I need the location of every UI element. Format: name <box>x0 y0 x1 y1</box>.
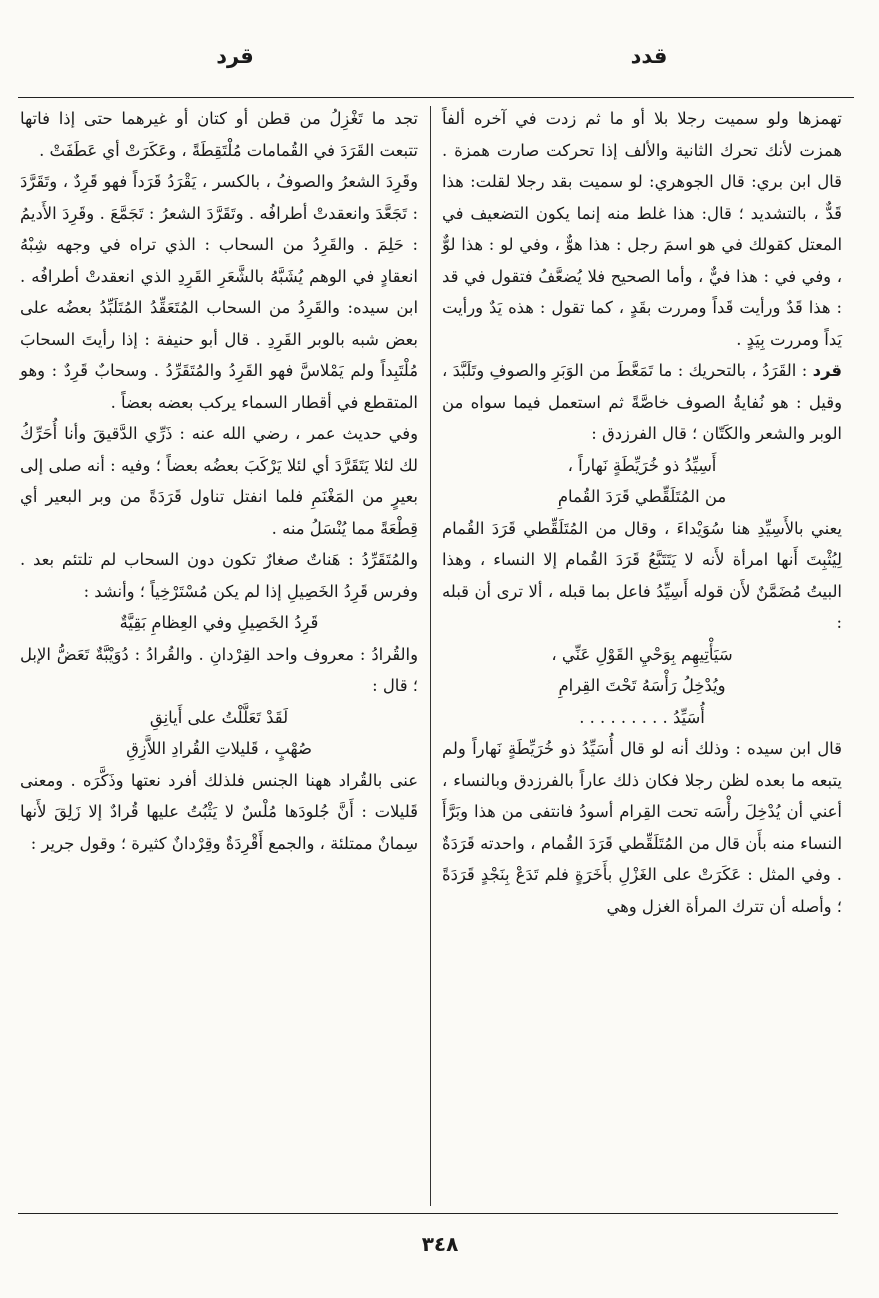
header-root-word-left: قرد <box>216 44 254 68</box>
verse-line: أَسِيِّدُ ذو خُرَيِّطَةٍ نَهاراً ، <box>567 455 717 475</box>
entry-paragraph <box>442 355 842 450</box>
left-column <box>20 103 418 859</box>
paragraph: وفي حديث عمر ، رضي الله عنه : ذَرِّي الدَّقيقَ وأنا أُحَرِّكُ لك لئلا يَتَقَرَّدَ أي لئلا يَرْكَبَ بعضُه بعضاً ؛ وفيه : أنه صلى إلى بعيرٍ من المَغْنَمِ فلما انفتل تناول قَرَدَةً من وبر البعير أي قِطْعَةً مما يُنْسَلُ منه . <box>20 424 418 538</box>
paragraph: والمُتَقَرِّدُ : هَناتٌ صغارٌ تكون دون السحاب لم تلتئم بعد . وفرس قَرِدُ الخَصِيلِ إذا لم يكن مُسْتَرْخِياً ؛ وأنشد : <box>20 550 418 601</box>
paragraph: قال ابن سيده : وذلك أنه لو قال أُسَيِّدُ ذو خُرَيِّطَةٍ نَهاراً ولم يتبعه ما بعده لظن رجلا فكان ذلك عاراً بالفرزدق وبالنساء ، أعني أن يُدْخِلَ رأْسَه تحت القِرام أسودُ فانتفى من هذا وبَرَّأَ النساء منه بأَن قال من المُتَلَقِّطي قَرَدَ القُمام ، واحدته قَرَدَةٌ . وفي المثل : عَكَرَتْ على الغَزْلِ بأَخَرَةٍ فلم تَدَعْ بِنَجْدٍ قَرَدَةً ؛ وأصله أن تترك المرأة الغزل وهي <box>442 739 842 916</box>
verse-line: من المُتَلَقِّطي قَرَدَ القُمامِ <box>557 487 727 506</box>
paragraph: تهمزها ولو سميت رجلا بلا أو ما ثم زدت في آخره ألفاً همزت لأنك تحرك الثانية والألف إذا تحركت صارت همزة . قال ابن بري: قال الجوهري: لو سميت بقد رجلا لقلت: هذا قَدٌّ ، بالتشديد ؛ قال: هذا غلط منه إنما يكون التضعيف في المعتل كقولك في هو اسمَ رجل : هذا هوٌّ ، وفي لو : هذا لوٌّ ، وفي في : هذا فيٌّ ، وأما الصحيح فلا يُضعَّفُ فتقول في قد : هذا قَدٌ ورأيت قَداً ومررت بقَدٍ ، كما تقول : هذه يَدٌ ورأيت يَداً ومررت بِيَدٍ . <box>442 109 842 349</box>
bottom-rule <box>18 1213 838 1214</box>
verse-line: ويُدْخِلُ رَأْسَهُ تَحْتَ القِرامِ <box>558 676 726 695</box>
paragraph: تجد ما تَغْزِلُ من قطن أو كتان أو غيرهما حتى إذا فاتها تتبعت القَرَدَ في القُمامات مُلْتَقِطَةً ، وعَكَرَتْ أي عَطَفَتْ . <box>20 109 418 160</box>
paragraph: عنى بالقُراد ههنا الجنس فلذلك أفرد نعتها وذَكَّرَه . ومعنى قَليلات : أَنَّ جُلودَها مُلْسٌ لا يَثْبُتُ عليها قُرادٌ إلا زَلِقَ لأَنها سِمانٌ ممتلئة ، والجمع أَقْرِدَةٌ وقِرْدانٌ كثيرة ؛ وقول جرير : <box>20 770 418 853</box>
paragraph: والقُرادُ : معروف واحد القِرْدانِ . والقُرادُ : دُوَيْبَّةٌ تَعَضُّ الإبل ؛ قال : <box>20 644 418 695</box>
verse-line: صُهْبٍ ، قَليلاتِ القُرادِ اللاَّزِقِ <box>126 739 312 758</box>
verse-line: لَقَدْ تَعَلَّلْتُ على أَيانِقِ <box>149 707 289 727</box>
verse-line: قَرِدُ الخَصِيلِ وفي العِظامِ بَقِيَّةٌ <box>119 613 319 632</box>
entry-text: : القَرَدُ ، بالتحريك : ما تَمَعَّطَ من الوَبَرِ والصوفِ وتَلَبَّدَ ، وقيل : هو نُفايةُ الصوف خاصَّةً ثم استعمل فيما سواه من الوبر والشعر والكَتّان ؛ قال الفرزدق : <box>442 361 842 443</box>
verse-line: أُسَيِّدُ . . . . . . . . . <box>579 707 705 727</box>
page-number: ٣٤٨ <box>421 1232 459 1256</box>
entry-lemma: قرد <box>812 361 842 380</box>
top-rule <box>18 97 854 98</box>
verse-line: سَيَأْتِيهِم بِوَحْيِ القَوْلِ عَنِّي ، <box>551 644 733 664</box>
column-divider <box>430 106 431 1206</box>
right-column <box>442 103 842 922</box>
paragraph: وقَرِدَ الشعرُ والصوفُ ، بالكسر ، يَقْرَدُ قَرَداً فهو قَرِدٌ ، وتَقَرَّدَ : تَجَعَّدَ وانعقدتْ أطرافُه . وتَقَرَّدَ الشعرُ : تَجَمَّعَ . وقَرِدَ الأَديمُ : حَلِمَ . والقَرِدُ من السحاب : الذي تراه في وجهه شِبْهُ انعقادٍ في الوهم يُشَبَّهُ بالشَّعَرِ القَرِدِ الذي انعقدتْ أطرافُه . ابن سيده: والقَرِدُ من السحاب المُتَعَقِّدُ المُتَلَبِّدُ بعضُه على بعض شبه بالوبر القَرِدِ . قال أبو حنيفة : إذا رأيتَ السحابَ مُلْتَبِداً ولم يَمْلاسَّ فهو القَرِدُ والمُتَقَرِّدُ . وسحابٌ قَرِدٌ : وهو المتقطع في أقطار السماء يركب بعضه بعضاً . <box>20 172 418 412</box>
header-root-word-right: قدد <box>630 44 668 68</box>
paragraph: يعني بالأَسِيِّدِ هنا سُوَيْداءَ ، وقال من المُتَلَقِّطي قَرَدَ القُمام لِيُثْبِتَ أَنها امرأة لأَنه لا يَتَتَبَّعُ قَرَدَ القُمام إلا النساء ، وهذا البيتُ مُضَمَّنٌ لأَن قوله أَسِيِّدُ فاعل بما قبله ، ألا ترى أن قبله : <box>442 518 842 632</box>
